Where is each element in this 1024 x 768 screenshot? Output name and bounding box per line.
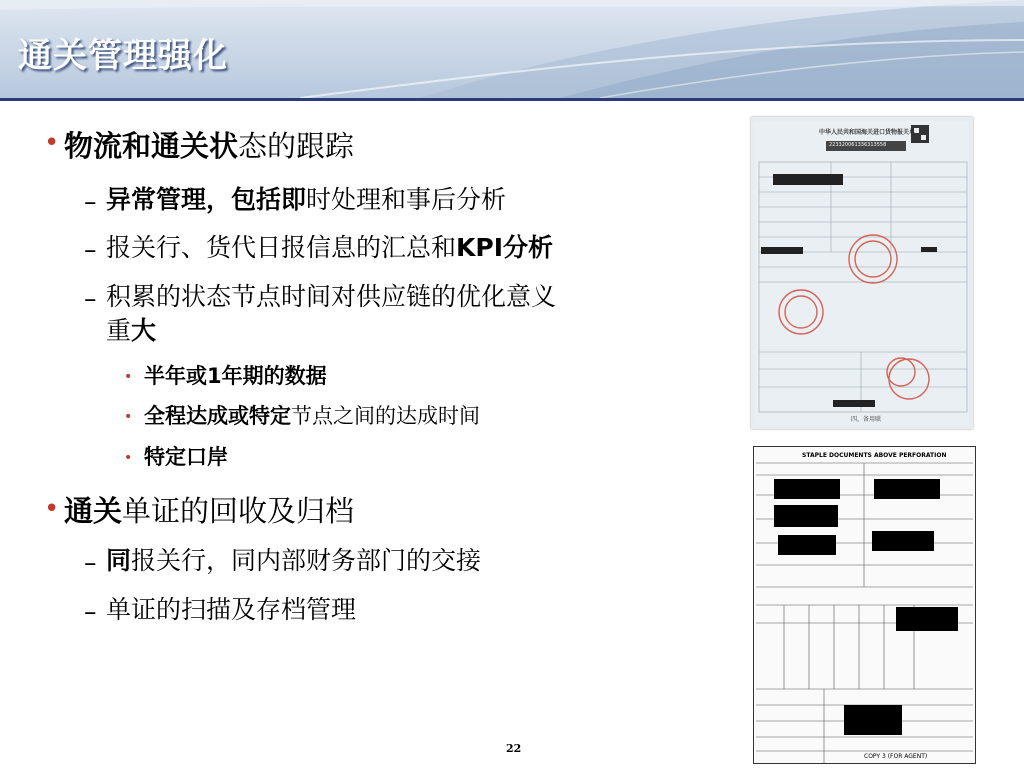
bullet-1-2 (106, 235, 553, 260)
bullet-1-3-2-text: 节点之间的达成时间 (291, 404, 480, 428)
customs-form-header: 中华人民共和国海关进口货物报关单 (819, 129, 916, 136)
dash-marker: – (84, 548, 97, 577)
customs-form-number: 223320061336313558 (829, 142, 887, 148)
dash-marker: – (84, 187, 97, 216)
airway-bill-footer: COPY 3 (FOR AGENT) (864, 753, 928, 760)
bullet-1-3-2-bold: 全程达成或特定 (144, 404, 291, 428)
bullet-1-3-text: 重 (106, 316, 132, 345)
bullet-1-3-3: 特定口岸 (144, 445, 228, 469)
bullet-2-text: 单证的回收及归档 (122, 494, 355, 528)
bullet-1 (64, 129, 355, 163)
dash-marker: – (84, 235, 97, 264)
bullet-1-1-bold: 异常管理，包括即 (106, 185, 307, 214)
page-number: 22 (506, 742, 522, 755)
customs-form-lines (751, 117, 973, 429)
slide-title: 通关管理强化 (18, 36, 228, 76)
bullet-2-1-bold: 同 (106, 546, 132, 575)
bullet-1-3-2 (144, 406, 480, 427)
bullet-2-2: 单证的扫描及存档管理 (106, 595, 357, 624)
dash-marker: – (84, 597, 97, 626)
air-waybill-image (753, 446, 976, 764)
header-divider (0, 98, 1024, 101)
airway-bill-lines (754, 447, 975, 763)
customs-form-copy-label: 四、备用联 (851, 416, 882, 423)
bullet-1-3-1: 半年或1年期的数据 (144, 364, 327, 388)
customs-declaration-image (751, 117, 973, 429)
bullet-2-1 (106, 548, 481, 573)
bullet-marker: • (124, 409, 133, 425)
bullet-1-bold: 物流和通关状 (64, 129, 239, 163)
bullet-marker: • (44, 494, 60, 524)
bullet-1-2-bold: KPI分析 (456, 233, 554, 262)
bullet-1-3-line-2 (106, 318, 156, 343)
slide-header (0, 0, 1024, 98)
bullet-2-bold: 通关 (64, 494, 123, 528)
bullet-1-2-text: 报关行、货代日报信息的汇总和 (106, 233, 457, 262)
bullet-1-3-bold: 大 (131, 316, 157, 345)
dash-marker: – (84, 284, 97, 313)
bullet-marker: • (44, 128, 60, 158)
bullet-marker: • (124, 369, 133, 385)
bullet-marker: • (124, 450, 133, 466)
bullet-1-3-line-1: 积累的状态节点时间对供应链的优化意义 (106, 282, 557, 311)
bullet-1-1-text: 时处理和事后分析 (306, 185, 507, 214)
bullet-2 (64, 494, 355, 528)
airway-bill-header: STAPLE DOCUMENTS ABOVE PERFORATION (802, 452, 947, 459)
bullet-2-1-text: 报关行，同内部财务部门的交接 (131, 546, 482, 575)
bullet-1-1 (106, 187, 506, 212)
bullet-1-text: 态的跟踪 (238, 129, 355, 163)
